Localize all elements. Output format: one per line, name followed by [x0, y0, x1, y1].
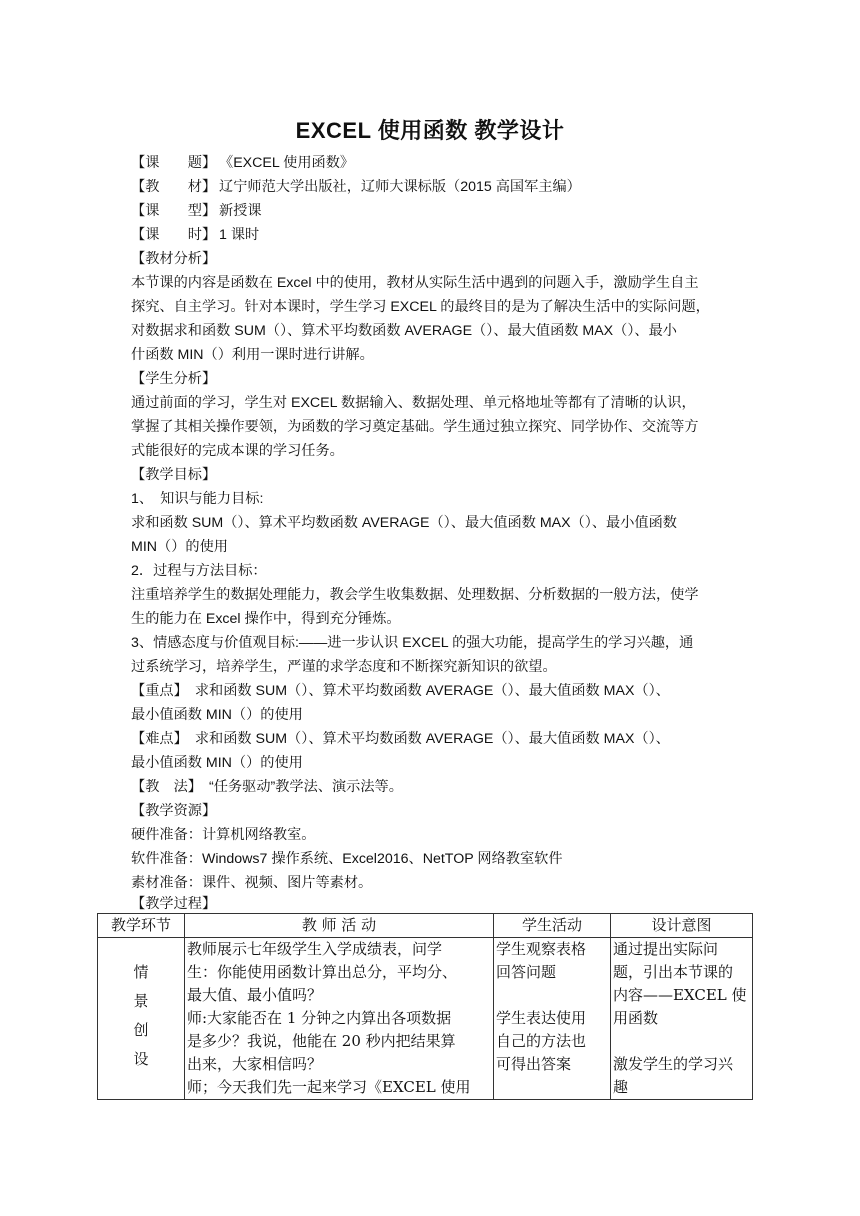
intent-line: 激发学生的学习兴	[613, 1055, 734, 1073]
teacher-line: 是多少？我说，他能在 20 秒内把结果算	[187, 1032, 456, 1050]
intent-line	[613, 1030, 750, 1053]
intent-line: 内容——EXCEL 使	[613, 986, 747, 1004]
student-activity-cell	[494, 938, 611, 1100]
section-heading-resources: 【教学资源】	[131, 803, 217, 819]
intent-line: 用函数	[613, 1009, 659, 1027]
header-intent: 设计意图	[611, 914, 753, 938]
teacher-line: 教师展示七年级学生入学成绩表，问学	[187, 940, 443, 958]
paragraph-line: 3、情感态度与价值观目标:——进一步认识 EXCEL 的强大功能，提高学生的学习兴趣，通	[131, 635, 694, 651]
student-line	[496, 984, 608, 1007]
key-points-line: 最小值函数 MIN（）的使用	[131, 707, 303, 723]
meta-key: 【课 题】	[131, 155, 217, 171]
key-points-line: 【重点】 求和函数 SUM（）、算术平均数函数 AVERAGE（）、最大值函数 MAX（）、	[131, 683, 670, 699]
student-line: 可得出答案	[496, 1055, 572, 1073]
meta-key: 【教 材】	[131, 179, 217, 195]
paragraph-line: 生的能力在 Excel 操作中，得到充分锤炼。	[131, 611, 401, 627]
intent-line: 题，引出本节课的	[613, 963, 734, 981]
stage-char: 情	[133, 963, 149, 981]
table-row	[98, 938, 753, 1100]
header-student: 学生活动	[494, 914, 611, 938]
paragraph-line: 探究、自主学习。针对本课时，学生学习 EXCEL 的最终目的是为了解决生活中的实际问题，	[131, 299, 710, 315]
meta-row-topic	[131, 151, 735, 175]
paragraph-line: 过系统学习，培养学生，严谨的求学态度和不断探究新知识的欲望。	[131, 659, 557, 675]
methods-line: 【教 法】 “任务驱动”教学法、演示法等。	[131, 779, 403, 795]
header-teacher: 教 师 活 动	[185, 914, 494, 938]
student-line: 学生观察表格	[496, 940, 587, 958]
design-intent-cell	[611, 938, 753, 1100]
paragraph-line: 本节课的内容是函数在 Excel 中的使用，教材从实际生活中遇到的问题入手，激励学生自主	[131, 275, 699, 291]
header-stage: 教学环节	[98, 914, 185, 938]
goal2-title: 2．过程与方法目标：	[131, 563, 267, 579]
paragraph-line: 通过前面的学习，学生对 EXCEL 数据输入、数据处理、单元格地址等都有了清晰的认识，	[131, 395, 696, 411]
document-title: EXCEL 使用函数 教学设计	[295, 118, 565, 143]
goal1-title: 1、 知识与能力目标:	[131, 491, 264, 507]
resource-line: 硬件准备：计算机网络教室。	[131, 827, 316, 843]
paragraph-line: 求和函数 SUM（）、算术平均数函数 AVERAGE（）、最大值函数 MAX（）、最小值函数	[131, 515, 677, 531]
meta-value: 辽宁师范大学出版社，辽师大课标版（2015 高国军主编）	[219, 179, 581, 195]
difficult-points-line: 【难点】 求和函数 SUM（）、算术平均数函数 AVERAGE（）、最大值函数 MAX（）、	[131, 731, 670, 747]
section-heading-goals: 【教学目标】	[131, 467, 217, 483]
paragraph-line: 掌握了其相关操作要领，为函数的学习奠定基础。学生通过独立探究、同学协作、交流等方	[131, 419, 699, 435]
stage-char: 景	[133, 992, 149, 1010]
section-heading-process: 【教学过程】	[131, 896, 217, 912]
meta-key: 【课 型】	[131, 203, 217, 219]
student-line: 学生表达使用	[496, 1009, 587, 1027]
student-line: 自己的方法也	[496, 1032, 587, 1050]
stage-cell	[98, 938, 185, 1100]
meta-row-type	[131, 199, 735, 223]
intent-line: 通过提出实际问	[613, 940, 719, 958]
paragraph-line: 注重培养学生的数据处理能力，教会学生收集数据、处理数据、分析数据的一般方法，使学	[131, 587, 699, 603]
stage-char: 创	[133, 1021, 149, 1039]
meta-row-textbook	[131, 175, 735, 199]
difficult-points-line: 最小值函数 MIN（）的使用	[131, 755, 303, 771]
paragraph-line: MIN（）的使用	[131, 539, 228, 555]
meta-row-hours	[131, 223, 735, 247]
resource-line: 软件准备：Windows7 操作系统、Excel2016、NetTOP 网络教室软件	[131, 851, 563, 867]
teacher-line: 师:大家能否在 1 分钟之内算出各项数据	[187, 1009, 452, 1027]
process-table	[97, 913, 753, 1100]
resource-line: 素材准备：课件、视频、图片等素材。	[131, 875, 373, 891]
meta-value: 1 课时	[219, 227, 260, 243]
teacher-line: 出来，大家相信吗？	[187, 1055, 323, 1073]
teacher-activity-cell	[185, 938, 494, 1100]
teacher-line: 最大值、最小值吗？	[187, 986, 323, 1004]
teacher-line: 生：你能使用函数计算出总分，平均分、	[187, 963, 458, 981]
teacher-line: 师；今天我们先一起来学习《EXCEL 使用	[187, 1078, 471, 1096]
table-header-row	[98, 914, 753, 938]
section-heading-material: 【教材分析】	[131, 251, 217, 267]
paragraph-line: 式能很好的完成本课的学习任务。	[131, 443, 344, 459]
stage-char: 设	[133, 1050, 149, 1068]
section-heading-students: 【学生分析】	[131, 371, 217, 387]
student-line: 回答问题	[496, 963, 557, 981]
meta-key: 【课 时】	[131, 227, 217, 243]
paragraph-line: 对数据求和函数 SUM（）、算术平均数函数 AVERAGE（）、最大值函数 MAX（）、最小	[131, 323, 677, 339]
meta-value: 新授课	[219, 203, 262, 219]
meta-value: 《EXCEL 使用函数》	[219, 155, 355, 171]
paragraph-line: 什函数 MIN（）利用一课时进行讲解。	[131, 347, 374, 363]
intent-line: 趣	[613, 1078, 629, 1096]
